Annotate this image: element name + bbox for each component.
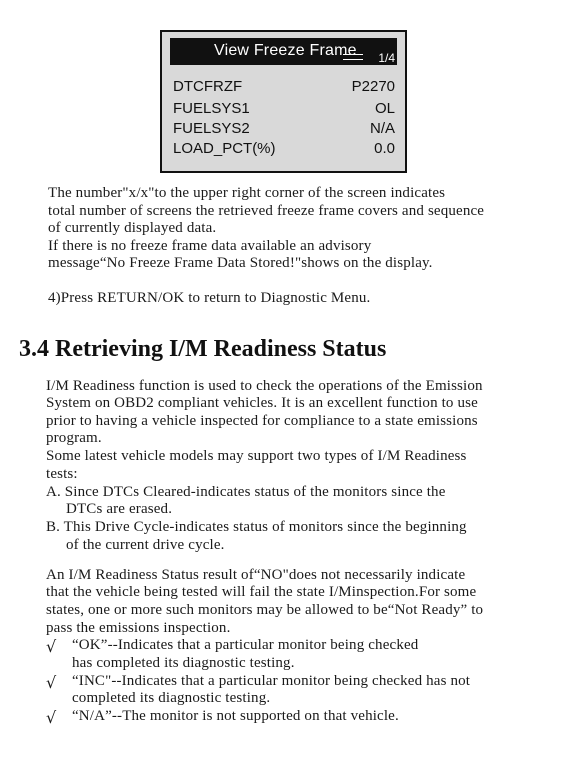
bullet-item-cont: completed its diagnostic testing. [72,690,271,706]
bullet-item-cont: has completed its diagnostic testing. [72,655,295,671]
para-line: pass the emissions inspection. [46,620,231,636]
checkmark-icon: √ [46,708,57,727]
intro-line: If there is no freeze frame data available an advisory [48,238,372,254]
checkmark-icon: √ [46,673,57,692]
row-value: OL [374,100,395,117]
screen-row [173,120,395,140]
bullet-item: “INC"--Indicates that a particular monitor being checked has not [72,673,471,689]
row-key: FUELSYS1 [173,100,250,117]
para-line: states, one or more such monitors may be allowed to be“Not Ready” to [46,602,484,618]
freeze-frame-screen [160,30,407,173]
step-instruction: 4)Press RETURN/OK to return to Diagnostic Menu. [48,290,371,306]
row-value: N/A [369,120,395,137]
row-value: P2270 [351,78,395,95]
para-line: I/M Readiness function is used to check the operations of the Emission [46,378,483,394]
option-b: B. This Drive Cycle-indicates status of monitors since the beginning [46,519,467,535]
intro-line: total number of screens the retrieved freeze frame covers and sequence [48,203,485,219]
section-heading: 3.4 Retrieving I/M Readiness Status [19,336,387,362]
screen-title: View Freeze Frame [214,42,357,59]
option-a-cont: DTCs are erased. [66,501,173,517]
title-rule [343,54,363,60]
intro-line: The number"x/x"to the upper right corner of the screen indicates [48,185,446,201]
row-key: DTCFRZF [173,78,243,95]
checkmark-icon: √ [46,637,57,656]
para-line: An I/M Readiness Status result of“NO"does not necessarily indicate [46,567,466,583]
screen-row [173,140,395,160]
para-line: program. [46,430,102,446]
screen-row [173,100,395,120]
row-key: LOAD_PCT(%) [173,140,276,157]
para-line: System on OBD2 compliant vehicles. It is an excellent function to use [46,395,478,411]
para-line: that the vehicle being tested will fail the state I/Minspection.For some [46,584,477,600]
para-line: Some latest vehicle models may support two types of I/M Readiness [46,448,467,464]
screen-row [173,78,395,98]
bullet-item: “N/A”--The monitor is not supported on that vehicle. [72,708,399,724]
row-value: 0.0 [374,140,395,157]
para-line: prior to having a vehicle inspected for compliance to a state emissions [46,413,478,429]
option-a: A. Since DTCs Cleared-indicates status of the monitors since the [46,484,446,500]
para-line: tests: [46,466,78,482]
intro-line: of currently displayed data. [48,220,217,236]
bullet-item: “OK”--Indicates that a particular monitor being checked [72,637,419,653]
intro-line: message“No Freeze Frame Data Stored!"shows on the display. [48,255,433,271]
option-b-cont: of the current drive cycle. [66,537,225,553]
row-key: FUELSYS2 [173,120,250,137]
screen-page-indicator: 1/4 [378,51,395,65]
screen-title-bar [170,38,397,65]
